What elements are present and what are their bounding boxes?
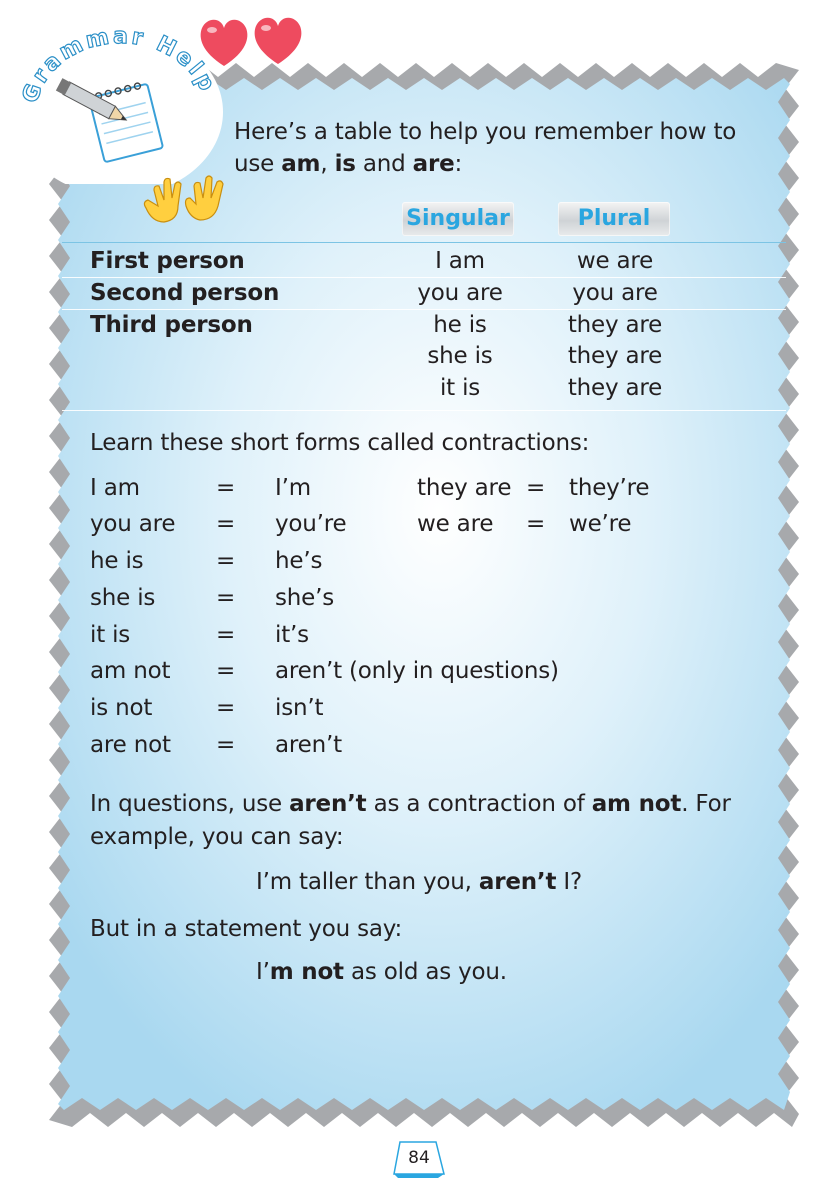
contraction-full: are not <box>90 732 171 758</box>
page-number-text: 84 <box>408 1148 430 1168</box>
contraction-short: aren’t (only in questions) <box>275 658 559 684</box>
table-cell-singular: you are <box>417 280 503 306</box>
contraction-short: he’s <box>275 548 323 574</box>
table-top-rule <box>62 242 786 243</box>
contractions-heading: Learn these short forms called contractions: <box>90 430 590 456</box>
contraction-full: I am <box>90 475 140 501</box>
table-cell-singular: it is <box>439 375 481 401</box>
contraction-full: we are <box>417 511 494 537</box>
equals-sign: = <box>526 475 546 501</box>
table-cell-singular: I am <box>435 248 485 274</box>
contraction-short: it’s <box>275 622 309 648</box>
contraction-full: am not <box>90 658 171 684</box>
hands-icon <box>138 172 228 228</box>
contraction-short: we’re <box>569 511 632 537</box>
statement-intro: But in a statement you say: <box>90 916 403 942</box>
equals-sign: = <box>216 475 236 501</box>
example-statement: I’m not as old as you. <box>256 959 507 985</box>
table-row-person: Second person <box>90 280 280 306</box>
contraction-full: she is <box>90 585 156 611</box>
explanation-line-1: In questions, use aren’t as a contraction of am not. For <box>90 791 731 817</box>
equals-sign: = <box>526 511 546 537</box>
contraction-short: aren’t <box>275 732 342 758</box>
contraction-short: you’re <box>275 511 347 537</box>
intro-line-1: Here’s a table to help you remember how to <box>234 119 737 145</box>
contraction-full: is not <box>90 695 153 721</box>
equals-sign: = <box>216 732 236 758</box>
equals-sign: = <box>216 622 236 648</box>
table-row-person: First person <box>90 248 245 274</box>
badge-title: Grammar Help <box>18 24 221 107</box>
table-cell-plural: they are <box>567 312 663 338</box>
contraction-full: he is <box>90 548 144 574</box>
table-bottom-rule <box>62 410 786 411</box>
contraction-short: they’re <box>569 475 650 501</box>
table-cell-singular: he is <box>433 312 487 338</box>
table-cell-plural: they are <box>567 375 663 401</box>
table-cell-singular: she is <box>427 343 493 369</box>
heart-icon <box>196 12 308 72</box>
equals-sign: = <box>216 695 236 721</box>
explanation-line-2: example, you can say: <box>90 824 344 850</box>
equals-sign: = <box>216 511 236 537</box>
table-cell-plural: we are <box>576 248 654 274</box>
table-cell-plural: you are <box>572 280 658 306</box>
table-row-person: Third person <box>90 312 253 338</box>
example-question: I’m taller than you, aren’t I? <box>256 869 582 895</box>
contraction-short: isn’t <box>275 695 324 721</box>
table-cell-plural: they are <box>567 343 663 369</box>
column-header-plural: Plural <box>558 202 670 236</box>
contraction-short: I’m <box>275 475 311 501</box>
column-header-singular: Singular <box>402 202 514 236</box>
contraction-full: it is <box>90 622 131 648</box>
equals-sign: = <box>216 548 236 574</box>
contraction-full: they are <box>417 475 512 501</box>
equals-sign: = <box>216 585 236 611</box>
contraction-short: she’s <box>275 585 335 611</box>
page-number <box>392 1140 446 1180</box>
equals-sign: = <box>216 658 236 684</box>
intro-line-2: use am, is and are: <box>234 151 463 177</box>
contraction-full: you are <box>90 511 176 537</box>
